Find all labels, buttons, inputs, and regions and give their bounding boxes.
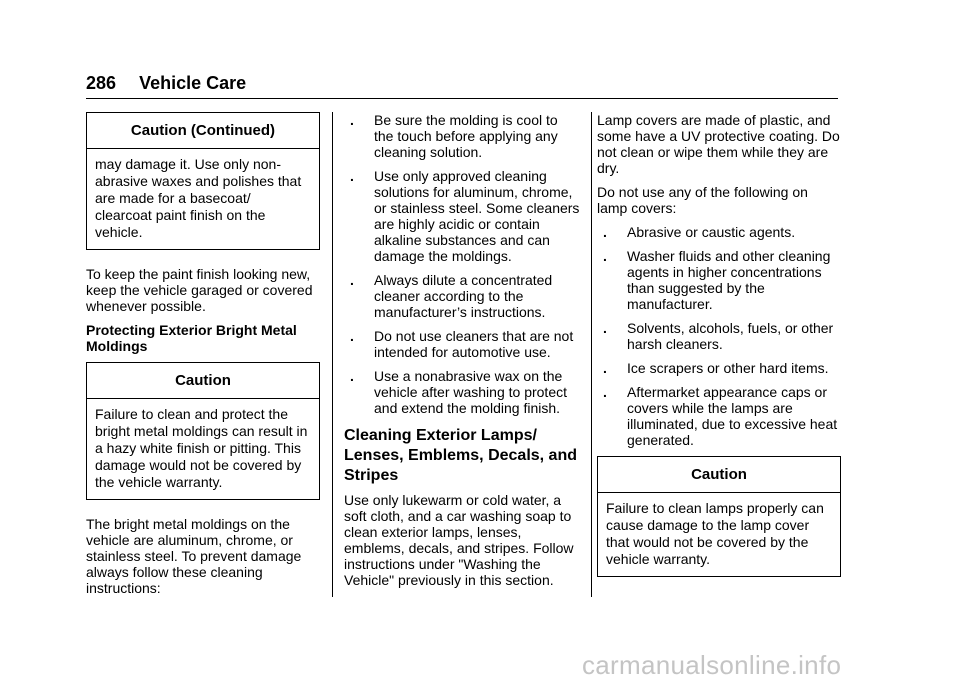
bullet-glyph: . [350,272,354,288]
caution-title: Caution (Continued) [87,113,319,149]
list-item: . Do not use cleaners that are not intended for automotive use. [350,328,574,360]
list-item: . Be sure the molding is cool to the touch before applying any cleaning solution. [350,112,558,160]
page-number: 286 [86,73,117,93]
header-rule [86,98,838,99]
caution-body: may damage it. Use only non-abrasive waxes and polishes that are made for a basecoat/ clearcoat paint finish on the vehicle. [95,156,302,240]
caution-box-continued [86,112,320,250]
list-item: . Use a nonabrasive wax on the vehicle after washing to protect and extend the molding finish. [350,368,567,416]
caution-title: Caution [87,363,319,399]
column-divider [332,112,333,597]
lamp-covers-intro: Do not use any of the following on lamp covers: [597,184,808,216]
lamps-paragraph: Use only lukewarm or cold water, a soft cloth, and a car washing soap to clean exterior lamps, lenses, emblems, decals, and stripes. Follow instructions under "Washing the Vehicle" previously in this section. [344,492,574,588]
list-item: . Ice scrapers or other hard items. [603,360,829,376]
list-item: . Always dilute a concentrated cleaner according to the manufacturer’s instructions. [350,272,553,320]
column-1 [86,112,320,604]
page-header [86,72,246,94]
column-2 [344,112,580,596]
molding-bullet-list [344,112,580,416]
lamp-bullet-list [597,224,841,448]
caution-box-bright-metal [86,362,320,500]
watermark-text: carmanualsonline.info [582,650,842,680]
bullet-glyph: . [350,368,354,384]
list-item: . Abrasive or caustic agents. [603,224,796,240]
paint-finish-paragraph: To keep the paint finish looking new, keep the vehicle garaged or covered whenever possible. [86,266,313,314]
bullet-glyph: . [603,384,607,400]
bright-metal-paragraph: The bright metal moldings on the vehicle are aluminum, chrome, or stainless steel. To prevent damage always follow these cleaning instructions: [86,516,302,596]
column-3 [597,112,841,593]
bullet-glyph: . [350,112,354,128]
bullet-glyph: . [350,168,354,184]
bullet-glyph: . [603,320,607,336]
caution-body: Failure to clean and protect the bright metal moldings can result in a hazy white finish or pitting. This damage would not be covered by the vehicle warranty. [95,406,308,490]
list-item: . Solvents, alcohols, fuels, or other harsh cleaners. [603,320,834,352]
subheading-bright-metal: Protecting Exterior Bright Metal Moldings [86,322,297,354]
list-item: . Washer fluids and other cleaning agents in higher concentrations than suggested by the manufacturer. [603,248,831,312]
bullet-glyph: . [603,248,607,264]
column-divider [591,112,592,597]
caution-title: Caution [598,457,840,493]
caution-box-lamps [597,456,841,577]
bullet-glyph: . [603,360,607,376]
caution-body: Failure to clean lamps properly can cause damage to the lamp cover that would not be covered by the vehicle warranty. [606,500,824,567]
lamp-covers-paragraph: Lamp covers are made of plastic, and some have a UV protective coating. Do not clean or wipe them while they are dry. [597,112,840,176]
bullet-glyph: . [350,328,354,344]
list-item: . Aftermarket appearance caps or covers while the lamps are illuminated, due to excessive heat generated. [603,384,838,448]
page-title: Vehicle Care [139,73,247,93]
list-item: . Use only approved cleaning solutions for aluminum, chrome, or stainless steel. Some cleaners are highly acidic or contain alkaline substances and can damage the moldings. [350,168,580,264]
section-heading-lamps: Cleaning Exterior Lamps/ Lenses, Emblems, Decals, and Stripes [344,427,577,484]
bullet-glyph: . [603,224,607,240]
